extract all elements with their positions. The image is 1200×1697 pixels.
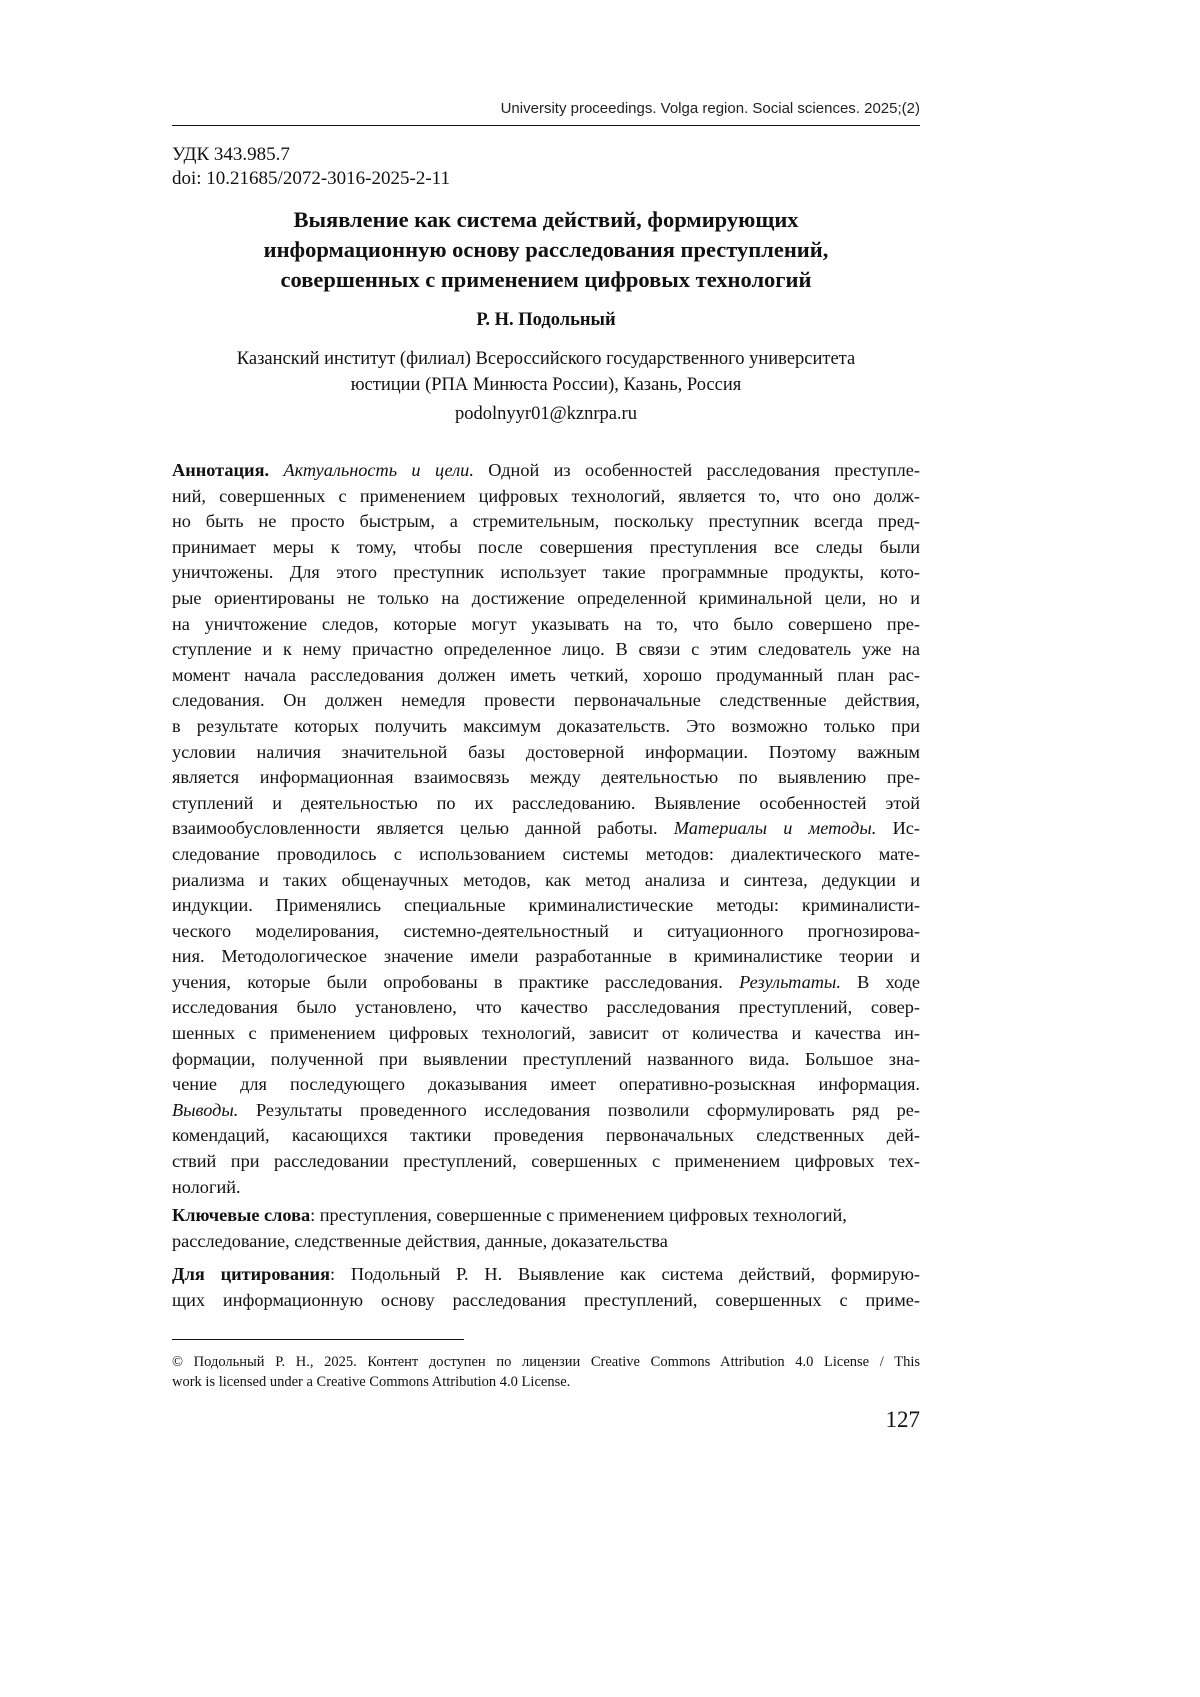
abstract-line: формации, полученной при выявлении преступлений названного вида. Большое зна-: [172, 1048, 920, 1069]
abstract-line: уничтожены. Для этого преступник использует такие программные продукты, кото-: [172, 562, 920, 583]
abstract-line: ния. Методологическое значение имели разработанные в криминалистике теории и: [172, 946, 920, 967]
methods-label: Материалы и методы.: [673, 818, 877, 839]
relevance-label: Актуальность и цели.: [283, 460, 474, 480]
affiliation: [172, 346, 920, 398]
author-email: podolnyyr01@kznrpa.ru: [455, 404, 637, 424]
license-footnote: [172, 1352, 920, 1392]
doi: doi: 10.21685/2072-3016-2025-2-11: [172, 168, 450, 189]
affiliation-line: Казанский институт (филиал) Всероссийского государственного университета: [236, 349, 856, 369]
abstract-line: условии наличия значительной базы достоверной информации. Поэтому важным: [172, 741, 920, 762]
abstract-line: момент начала расследования должен иметь четкий, хорошо продуманный план рас-: [172, 664, 920, 685]
article-title: [172, 205, 920, 295]
abstract-line: риализма и таких общенаучных методов, как метод анализа и синтеза, дедукции и: [172, 869, 920, 890]
title-line: совершенных с применением цифровых технологий: [280, 267, 812, 292]
author-name: Р. Н. Подольный: [476, 310, 616, 330]
abstract-line: ческого моделирования, системно-деятельностный и ситуационного прогнозирова-: [172, 920, 920, 941]
citation-line: щих информационную основу расследования преступлений, совершенных с приме-: [172, 1289, 920, 1310]
footnote-line: work is licensed under a Creative Commons Attribution 4.0 License.: [172, 1374, 571, 1390]
header-rule: [172, 125, 920, 126]
running-header: University proceedings. Volga region. Social sciences. 2025;(2): [500, 100, 920, 117]
abstract-line: учения, которые были опробованы в практике расследования. Результаты. В ходе: [172, 971, 920, 992]
abstract-line: Выводы. Результаты проведенного исследования позволили сформулировать ряд ре-: [172, 1099, 920, 1120]
abstract-line: шенных с применением цифровых технологий, зависит от количества и качества ин-: [172, 1023, 920, 1044]
abstract-line: является информационная взаимосвязь между деятельностью по выявлению пре-: [172, 767, 920, 788]
citation-label: Для цитирования: [172, 1264, 330, 1284]
abstract-line: ний, совершенных с применением цифровых технологий, является то, что оно долж-: [172, 485, 920, 506]
citation-line: Для цитирования: Подольный Р. Н. Выявление как система действий, формирую-: [172, 1264, 920, 1284]
abstract-label: Аннотация.: [172, 460, 270, 480]
affiliation-line: юстиции (РПА Минюста России), Казань, Россия: [350, 375, 742, 395]
abstract: [172, 458, 920, 1200]
abstract-line: Аннотация. Актуальность и цели. Одной из особенностей расследования преступле-: [172, 460, 920, 480]
abstract-line: нологий.: [172, 1176, 241, 1197]
conclusions-label: Выводы.: [172, 1099, 239, 1120]
keywords-line: Ключевые слова: преступления, совершенные с применением цифровых технологий,: [172, 1205, 847, 1225]
udk-code: УДК 343.985.7: [172, 144, 290, 165]
keywords-line: расследование, следственные действия, данные, доказательства: [172, 1230, 668, 1251]
footnote-rule: [172, 1339, 464, 1340]
abstract-line: следования. Он должен немедля провести первоначальные следственные действия,: [172, 690, 920, 711]
abstract-line: ступлений и деятельностью по их расследованию. Выявление особенностей этой: [172, 792, 920, 813]
keywords: [172, 1203, 920, 1254]
abstract-line: рые ориентированы не только на достижение определенной криминальной цели, но и: [172, 587, 920, 608]
abstract-line: принимает меры к тому, чтобы после совершения преступления все следы были: [172, 536, 920, 557]
abstract-line: исследования было установлено, что качество расследования преступлений, совер-: [172, 997, 920, 1018]
abstract-line: но быть не просто быстрым, а стремительным, поскольку преступник всегда пред-: [172, 511, 920, 532]
footnote-line: © Подольный Р. Н., 2025. Контент доступен по лицензии Creative Commons Attribution 4.0 License / This: [172, 1354, 920, 1370]
abstract-line: индукции. Применялись специальные криминалистические методы: криминалисти-: [172, 895, 920, 916]
abstract-line: взаимообусловленности является целью данной работы. Материалы и методы. Ис-: [172, 818, 920, 839]
abstract-line: в результате которых получить максимум доказательств. Это возможно только при: [172, 715, 920, 736]
results-label: Результаты.: [739, 971, 841, 992]
title-line: информационную основу расследования преступлений,: [263, 237, 829, 262]
abstract-line: ступление и к нему причастно определенное лицо. В связи с этим следователь уже на: [172, 639, 920, 660]
citation: [172, 1262, 920, 1313]
abstract-line: ствий при расследовании преступлений, совершенных с применением цифровых тех-: [172, 1151, 920, 1172]
abstract-line: на уничтожение следов, которые могут указывать на то, что было совершено пре-: [172, 613, 920, 634]
keywords-label: Ключевые слова: [172, 1205, 311, 1225]
title-line: Выявление как система действий, формирующих: [293, 207, 799, 232]
page-number: 127: [885, 1407, 920, 1432]
abstract-line: чение для последующего доказывания имеет оперативно-розыскная информация.: [172, 1074, 920, 1095]
abstract-line: комендаций, касающихся тактики проведения первоначальных следственных дей-: [172, 1125, 920, 1146]
abstract-line: следование проводилось с использованием системы методов: диалектического мате-: [172, 843, 920, 864]
